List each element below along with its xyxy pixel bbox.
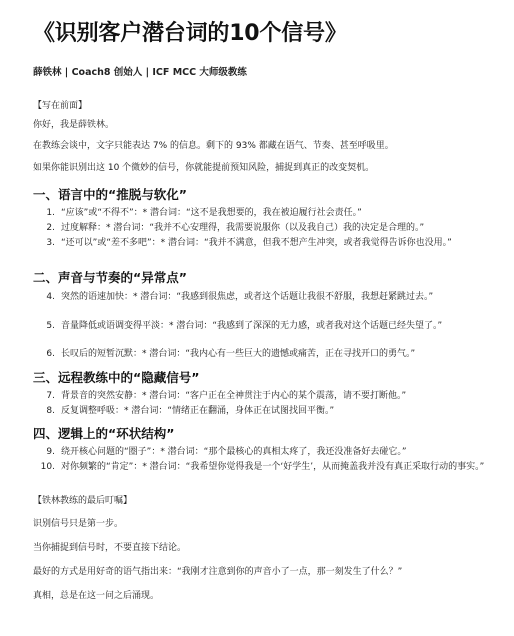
list-item-number: 4. (46, 292, 55, 302)
section-heading: 一、语言中的“推脱与软化” (33, 187, 187, 202)
list-item (33, 445, 488, 459)
list-item (33, 290, 488, 304)
intro-paragraph: 在教练会谈中，文字只能表达 7% 的信息。剩下的 93% 都藏在语气、节奏、甚至呼吸里。 (33, 141, 394, 151)
list-item-number: 7. (46, 391, 55, 401)
closing-paragraph: 识别信号只是第一步。 (33, 519, 124, 529)
closing-paragraph: 真相，总是在这一问之后涌现。 (33, 591, 160, 601)
list-item (33, 319, 488, 333)
list-item-number: 5. (46, 321, 55, 331)
list-item-text: 长叹后的短暂沉默：* 潜台词：“我内心有一些巨大的遗憾或痛苦，正在寻找开口的勇气。” (61, 349, 416, 359)
list-item (33, 389, 488, 403)
list-item-number: 8. (46, 406, 55, 416)
list-item-text: 过度解释：* 潜台词：“我并不心安理得，我需要说服你（以及我自己）我的决定是合理的。” (61, 223, 425, 233)
list-item-number: 9. (46, 447, 55, 457)
list-item-number: 2. (46, 223, 55, 233)
section-heading: 二、声音与节奏的“异常点” (33, 270, 187, 285)
list-item-text: 音量降低或语调变得平淡：* 潜台词：“我感到了深深的无力感，或者我对这个话题已经失望了。” (61, 321, 443, 331)
list-item-number: 6. (46, 349, 55, 359)
intro-paragraph: 你好，我是薛铁林。 (33, 120, 115, 130)
list-item-text: 突然的语速加快：* 潜台词：“我感到很焦虑，或者这个话题让我很不舒服，我想赶紧跳过去。” (61, 292, 434, 302)
closing-paragraph: 最好的方式是用好奇的语气指出来：“我刚才注意到你的声音小了一点，那一刻发生了什么？” (33, 567, 403, 577)
list-item-text: “还可以”或“差不多吧”：* 潜台词：“我并不满意，但我不想产生冲突，或者我觉得告诉你也没用。” (61, 238, 452, 248)
list-item-text: 反复调整呼吸：* 潜台词：“情绪正在翻涌，身体正在试图找回平衡。” (61, 406, 335, 416)
list-item-text: “应该”或“不得不”：* 潜台词：“这不是我想要的，我在被迫履行社会责任。” (61, 208, 362, 218)
list-item (33, 347, 488, 361)
list-item (33, 206, 488, 220)
list-item (33, 404, 488, 418)
intro-paragraph: 如果你能识别出这 10 个微妙的信号，你就能提前预知风险，捕捉到真正的改变契机。 (33, 163, 375, 173)
closing-label: 【铁林教练的最后叮嘱】 (33, 496, 133, 506)
list-item (33, 221, 488, 235)
list-item-number: 3. (46, 238, 55, 248)
article-title: 《识别客户潜台词的10个信号》 (33, 21, 347, 46)
list-item-number: 10. (40, 462, 55, 472)
intro-label: 【写在前面】 (33, 101, 88, 111)
list-item (33, 460, 488, 474)
list-item-text: 背景音的突然安静：* 潜台词：“客户正在全神贯注于内心的某个震荡，请不要打断他。” (61, 391, 407, 401)
section-heading: 三、远程教练中的“隐藏信号” (33, 370, 200, 385)
list-item (33, 236, 488, 250)
list-item-text: 绕开核心问题的“圈子”：* 潜台词：“那个最核心的真相太疼了，我还没准备好去碰它。” (61, 447, 407, 457)
closing-paragraph: 当你捕捉到信号时，不要直接下结论。 (33, 543, 187, 553)
section-heading: 四、逻辑上的“环状结构” (33, 426, 175, 441)
list-item-text: 对你频繁的“肯定”：* 潜台词：“我希望你觉得我是一个‘好学生’，从而掩盖我并没有真正采取行动的事实。” (61, 462, 485, 472)
article-byline: 薛铁林 | Coach8 创始人 | ICF MCC 大师级教练 (33, 67, 247, 78)
list-item-number: 1. (46, 208, 55, 218)
